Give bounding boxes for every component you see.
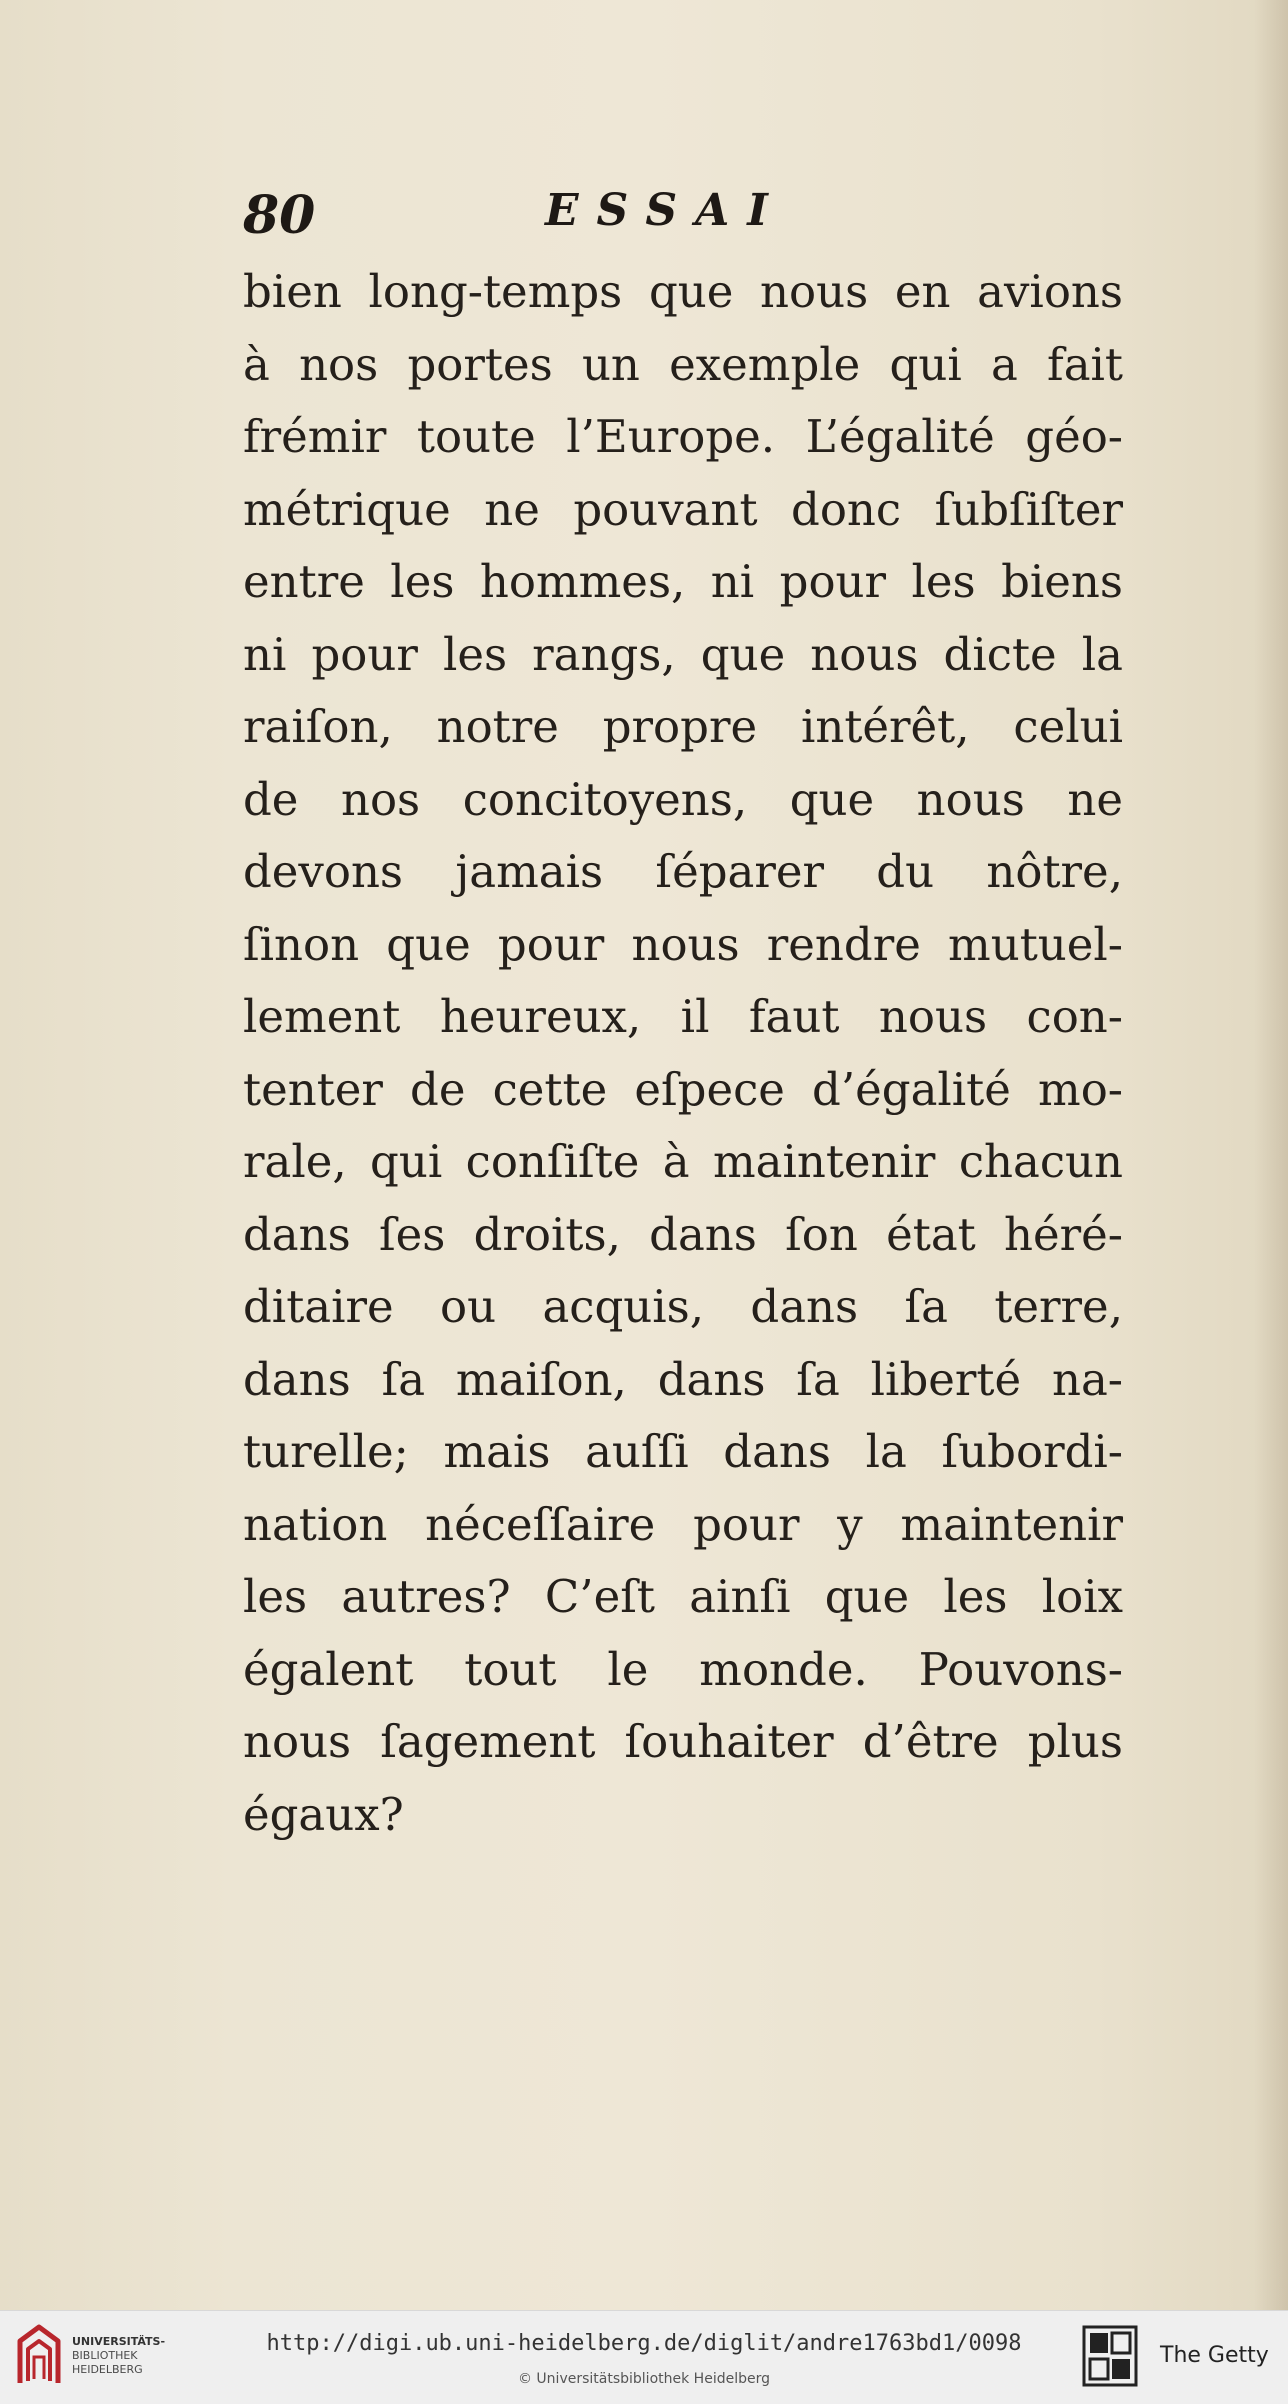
text-line: tenter de cette eſpece d’égalité mo- xyxy=(243,1062,1123,1116)
text-line: égalent tout le monde. Pouvons- xyxy=(243,1642,1123,1696)
library-name-line: HEIDELBERG xyxy=(72,2363,143,2376)
text-line: ditaire ou acquis, dans ſa terre, xyxy=(243,1280,1123,1333)
library-name-line: BIBLIOTHEK xyxy=(72,2349,138,2362)
text-line: turelle; mais auſſi dans la ſubordi- xyxy=(243,1425,1123,1478)
running-head xyxy=(243,185,1123,255)
body-text xyxy=(243,256,1123,1851)
text-line: ſinon que pour nous rendre mutuel- xyxy=(243,917,1123,971)
text-line: lement heureux, il faut nous con- xyxy=(243,990,1123,1043)
text-line: raiſon, notre propre intérêt, celui xyxy=(243,700,1123,753)
text-line: nation néceſſaire pour y maintenir xyxy=(243,1497,1123,1551)
footer-bar xyxy=(0,2310,1288,2404)
text-line: ni pour les rangs, que nous dicte la xyxy=(243,627,1123,681)
permalink-url[interactable]: http://digi.ub.uni-heidelberg.de/diglit/andre1763bd1/0098 xyxy=(266,2331,1022,2356)
text-line: métrique ne pouvant donc ſubſiſter xyxy=(243,482,1123,536)
library-name-line: UNIVERSITÄTS- xyxy=(72,2335,166,2348)
getty-logo-icon xyxy=(1082,2325,1138,2387)
text-line: dans ſa maiſon, dans ſa liberté na- xyxy=(243,1352,1123,1406)
text-line: égaux? xyxy=(243,1787,404,1841)
text-line: rale, qui conſiſte à maintenir chacun xyxy=(243,1135,1123,1188)
text-line: à nos portes un exemple qui a fait xyxy=(243,337,1123,391)
text-line: entre les hommes, ni pour les biens xyxy=(243,555,1123,608)
page-edge-shadow xyxy=(1254,0,1288,2310)
copyright-notice: © Universitätsbibliothek Heidelberg xyxy=(517,2371,770,2387)
partner-name: The Getty xyxy=(1160,2343,1269,2368)
text-line: devons jamais ſéparer du nôtre, xyxy=(243,845,1123,898)
text-line: dans ſes droits, dans ſon état héré- xyxy=(243,1207,1123,1261)
text-line: nous ſagement ſouhaiter d’être plus xyxy=(243,1715,1123,1768)
text-line: frémir toute l’Europe. L’égalité géo- xyxy=(243,410,1123,463)
running-title: ESSAI xyxy=(545,185,786,236)
page-number: 80 xyxy=(243,185,316,246)
text-line: de nos concitoyens, que nous ne xyxy=(243,772,1123,826)
text-line: les autres? C’eſt ainſi que les loix xyxy=(243,1570,1123,1623)
text-line: bien long-temps que nous en avions xyxy=(243,265,1123,318)
